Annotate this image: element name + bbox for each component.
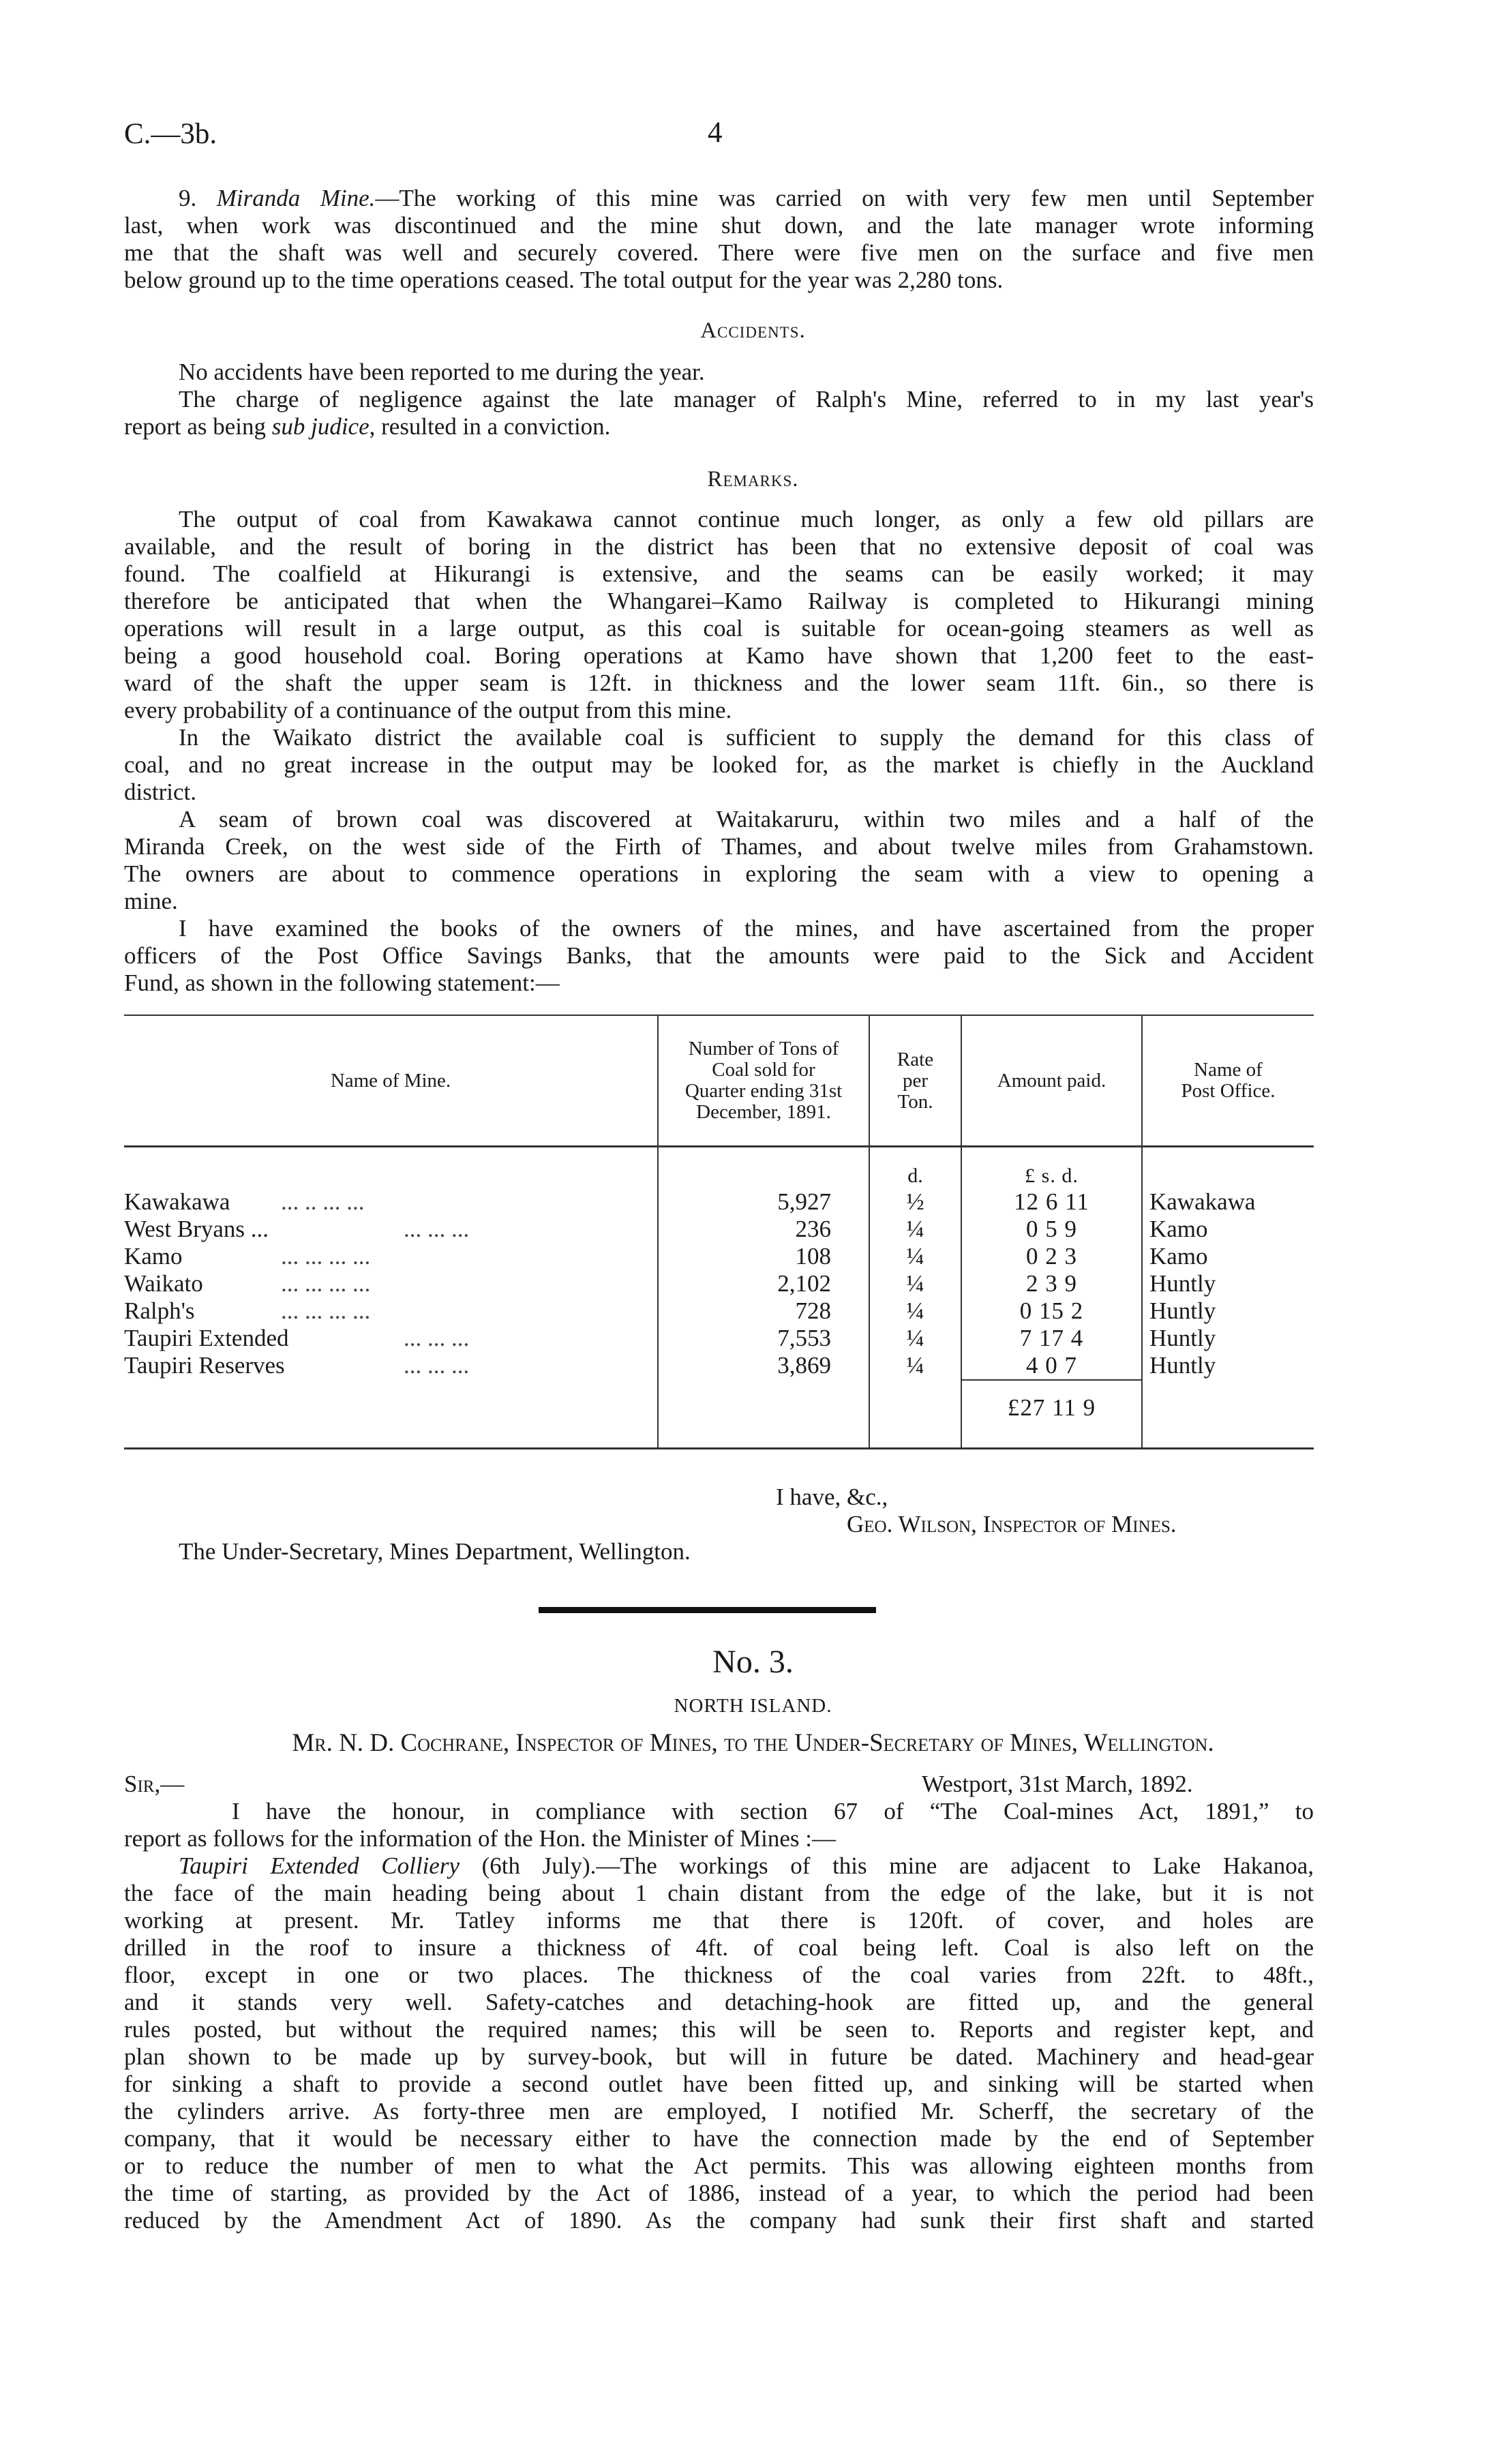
salutation: Sir,— xyxy=(124,1771,185,1797)
mine-name: Taupiri Extended xyxy=(124,1325,289,1351)
table-units-row xyxy=(124,1147,1314,1189)
remarks-line: available, and the result of boring in the district has been that no extensive deposit of coal was xyxy=(124,533,1314,560)
colliery-line: for sinking a shaft to provide a second outlet have been fitted up, and sinking will be started when xyxy=(124,2071,1314,2097)
remarks-line: ward of the shaft the upper seam is 12ft. in thickness and the lower seam 11ft. 6in., so there is xyxy=(124,670,1314,696)
header-tons: Number of Tons of Coal sold for Quarter ending 31st December, 1891. xyxy=(658,1015,869,1147)
remarks-line: coal, and no great increase in the output may be looked for, as the market is chiefly in the Auckland xyxy=(124,751,1314,778)
miranda-line-3: me that the shaft was well and securely covered. There were five men on the surface and five men xyxy=(124,239,1314,266)
tons-cell: 108 xyxy=(658,1243,869,1270)
mine-name: Taupiri Reserves xyxy=(124,1352,285,1379)
amount-unit: £ s. d. xyxy=(961,1147,1142,1189)
colliery-line: the face of the main heading being about 1 chain distant from the edge of the lake, but it is not xyxy=(124,1880,1314,1906)
table-row: Taupiri Reserves ... ... ... 3,869 ¼ 4 0 7 Huntly xyxy=(124,1352,1314,1380)
colliery-line: plan shown to be made up by survey-book, but will in future be dated. Machinery and head-gear xyxy=(124,2043,1314,2070)
miranda-line-4: below ground up to the time operations ceased. The total output for the year was 2,280 tons. xyxy=(124,267,1004,293)
signature: Geo. Wilson, Inspector of Mines. xyxy=(847,1511,1177,1537)
mine-name: Kamo xyxy=(124,1243,183,1269)
rate-cell: ¼ xyxy=(869,1216,961,1243)
post-office-cell: Kamo xyxy=(1142,1216,1314,1243)
colliery-line: the cylinders arrive. As forty-three men are employed, I notified Mr. Scherff, the secretary of the xyxy=(124,2098,1314,2124)
region-heading: NORTH ISLAND. xyxy=(674,1695,832,1717)
colliery-line: rules posted, but without the required names; this will be seen to. Reports and register kept, and xyxy=(124,2016,1314,2043)
colliery-line: reduced by the Amendment Act of 1890. As the company had sunk their first shaft and started xyxy=(124,2207,1314,2234)
header-amount: Amount paid. xyxy=(961,1015,1142,1147)
remarks-line: district. xyxy=(124,779,196,805)
rate-cell: ¼ xyxy=(869,1352,961,1380)
remarks-line: every probability of a continuance of the output from this mine. xyxy=(124,697,732,723)
remarks-line: A seam of brown coal was discovered at Waitakaruru, within two miles and a half of the xyxy=(179,806,1314,832)
addressee: The Under-Secretary, Mines Department, Wellington. xyxy=(179,1538,691,1565)
remarks-line: mine. xyxy=(124,888,178,914)
tons-cell: 2,102 xyxy=(658,1270,869,1297)
table-header-row xyxy=(124,1015,1314,1147)
colliery-line: working at present. Mr. Tatley informs me that there is 120ft. of cover, and holes are xyxy=(124,1907,1314,1934)
rate-cell: ¼ xyxy=(869,1325,961,1352)
post-office-cell: Huntly xyxy=(1142,1352,1314,1380)
rate-cell: ½ xyxy=(869,1188,961,1216)
remarks-line: being a good household coal. Boring operations at Kamo have shown that 1,200 feet to the east- xyxy=(124,642,1314,669)
accidents-heading: Accidents. xyxy=(700,318,806,343)
remarks-line: I have examined the books of the owners of the mines, and have ascertained from the proper xyxy=(179,915,1314,942)
no3-line: I have the honour, in compliance with section 67 of “The Coal-mines Act, 1891,” to xyxy=(232,1798,1314,1824)
rate-cell: ¼ xyxy=(869,1243,961,1270)
colliery-line: the time of starting, as provided by the Act of 1886, instead of a year, to which the period had been xyxy=(124,2180,1314,2206)
miranda-line-1: 9. Miranda Mine.—The working of this mine was carried on with very few men until September xyxy=(179,185,1314,211)
rate-unit: d. xyxy=(869,1147,961,1189)
rate-cell: ¼ xyxy=(869,1297,961,1325)
accidents-line-3: report as being sub judice, resulted in a conviction. xyxy=(124,413,611,440)
header-post-office: Name of Post Office. xyxy=(1142,1015,1314,1147)
post-office-cell: Kawakawa xyxy=(1142,1188,1314,1216)
miranda-line-2: last, when work was discontinued and the mine shut down, and the late manager wrote informing xyxy=(124,212,1314,239)
document-reference: C.—3b. xyxy=(124,118,217,150)
no3-line: report as follows for the information of the Hon. the Minister of Mines :— xyxy=(124,1825,836,1852)
table-row: Ralph's ... ... ... ... 728 ¼ 0 15 2 Huntly xyxy=(124,1297,1314,1325)
remarks-line: operations will result in a large output, as this coal is suitable for ocean-going steamers as well as xyxy=(124,615,1314,642)
letter-number-title: No. 3. xyxy=(712,1644,794,1680)
table-row: Kawakawa ... .. ... ... 5,927 ½ 12 6 11 Kawakawa xyxy=(124,1188,1314,1216)
accidents-line-1: No accidents have been reported to me during the year. xyxy=(179,359,705,385)
remarks-line: In the Waikato district the available coal is sufficient to supply the demand for this class of xyxy=(179,724,1314,751)
mine-name: West Bryans ... xyxy=(124,1216,269,1242)
post-office-cell: Kamo xyxy=(1142,1243,1314,1270)
mine-name: Waikato xyxy=(124,1270,203,1297)
tons-cell: 728 xyxy=(658,1297,869,1325)
post-office-cell: Huntly xyxy=(1142,1297,1314,1325)
sick-accident-fund-table xyxy=(124,1015,1314,1449)
page-number: 4 xyxy=(708,117,723,149)
remarks-line: Miranda Creek, on the west side of the Firth of Thames, and about twelve miles from Grahamstown. xyxy=(124,833,1314,860)
amount-cell: 7 17 4 xyxy=(961,1325,1142,1352)
table-row: Kamo ... ... ... ... 108 ¼ 0 2 3 Kamo xyxy=(124,1243,1314,1270)
table-row: Waikato ... ... ... ... 2,102 ¼ 2 3 9 Huntly xyxy=(124,1270,1314,1297)
total-amount: £27 11 9 xyxy=(961,1380,1142,1449)
post-office-cell: Huntly xyxy=(1142,1270,1314,1297)
letter-from-line: Mr. N. D. Cochrane, Inspector of Mines, to the Under-Secretary of Mines, Wellington. xyxy=(292,1729,1214,1757)
mine-name: Kawakawa xyxy=(124,1188,230,1215)
post-office-cell: Huntly xyxy=(1142,1325,1314,1352)
table-row: Taupiri Extended ... ... ... 7,553 ¼ 7 17 4 Huntly xyxy=(124,1325,1314,1352)
tons-cell: 3,869 xyxy=(658,1352,869,1380)
remarks-line: therefore be anticipated that when the Whangarei–Kamo Railway is completed to Hikurangi mining xyxy=(124,588,1314,614)
tons-cell: 236 xyxy=(658,1216,869,1243)
amount-cell: 12 6 11 xyxy=(961,1188,1142,1216)
colliery-title: Taupiri Extended Colliery xyxy=(179,1852,460,1879)
amount-cell: 0 5 9 xyxy=(961,1216,1142,1243)
place-date: Westport, 31st March, 1892. xyxy=(922,1771,1193,1797)
remarks-line: found. The coalfield at Hikurangi is extensive, and the seams can be easily worked; it may xyxy=(124,560,1314,587)
amount-cell: 0 2 3 xyxy=(961,1243,1142,1270)
mine-name: Ralph's xyxy=(124,1297,195,1324)
amount-cell: 0 15 2 xyxy=(961,1297,1142,1325)
remarks-line: The output of coal from Kawakawa cannot continue much longer, as only a few old pillars are xyxy=(179,506,1314,532)
remarks-line: The owners are about to commence operations in exploring the seam with a view to opening a xyxy=(124,860,1314,887)
colliery-line: floor, except in one or two places. The thickness of the coal varies from 22ft. to 48ft., xyxy=(124,1962,1314,1988)
colliery-line: or to reduce the number of men to what the Act permits. This was allowing eighteen months from xyxy=(124,2152,1314,2179)
accidents-line-2: The charge of negligence against the late manager of Ralph's Mine, referred to in my last year's xyxy=(179,386,1314,412)
closing-formula: I have, &c., xyxy=(776,1484,888,1510)
table-total-row xyxy=(124,1380,1314,1449)
colliery-line: company, that it would be necessary either to have the connection made by the end of September xyxy=(124,2125,1314,2152)
tons-cell: 7,553 xyxy=(658,1325,869,1352)
miranda-title: Miranda Mine. xyxy=(216,185,376,211)
header-name-of-mine: Name of Mine. xyxy=(124,1015,658,1147)
tons-cell: 5,927 xyxy=(658,1188,869,1216)
remarks-line: officers of the Post Office Savings Banks, that the amounts were paid to the Sick and Accident xyxy=(124,942,1314,969)
table-row: West Bryans ... ... ... ... 236 ¼ 0 5 9 Kamo xyxy=(124,1216,1314,1243)
amount-cell: 4 0 7 xyxy=(961,1352,1142,1380)
colliery-first-line: Taupiri Extended Colliery (6th July).—The workings of this mine are adjacent to Lake Hakanoa, xyxy=(179,1852,1314,1879)
header-rate: Rate per Ton. xyxy=(869,1015,961,1147)
section-divider xyxy=(539,1607,876,1613)
remarks-heading: Remarks. xyxy=(707,467,799,492)
rate-cell: ¼ xyxy=(869,1270,961,1297)
colliery-line: drilled in the roof to insure a thickness of 4ft. of coal being left. Coal is also left on the xyxy=(124,1934,1314,1961)
colliery-line: and it stands very well. Safety-catches and detaching-hook are fitted up, and the general xyxy=(124,1989,1314,2015)
amount-cell: 2 3 9 xyxy=(961,1270,1142,1297)
remarks-line: Fund, as shown in the following statement:— xyxy=(124,970,560,996)
